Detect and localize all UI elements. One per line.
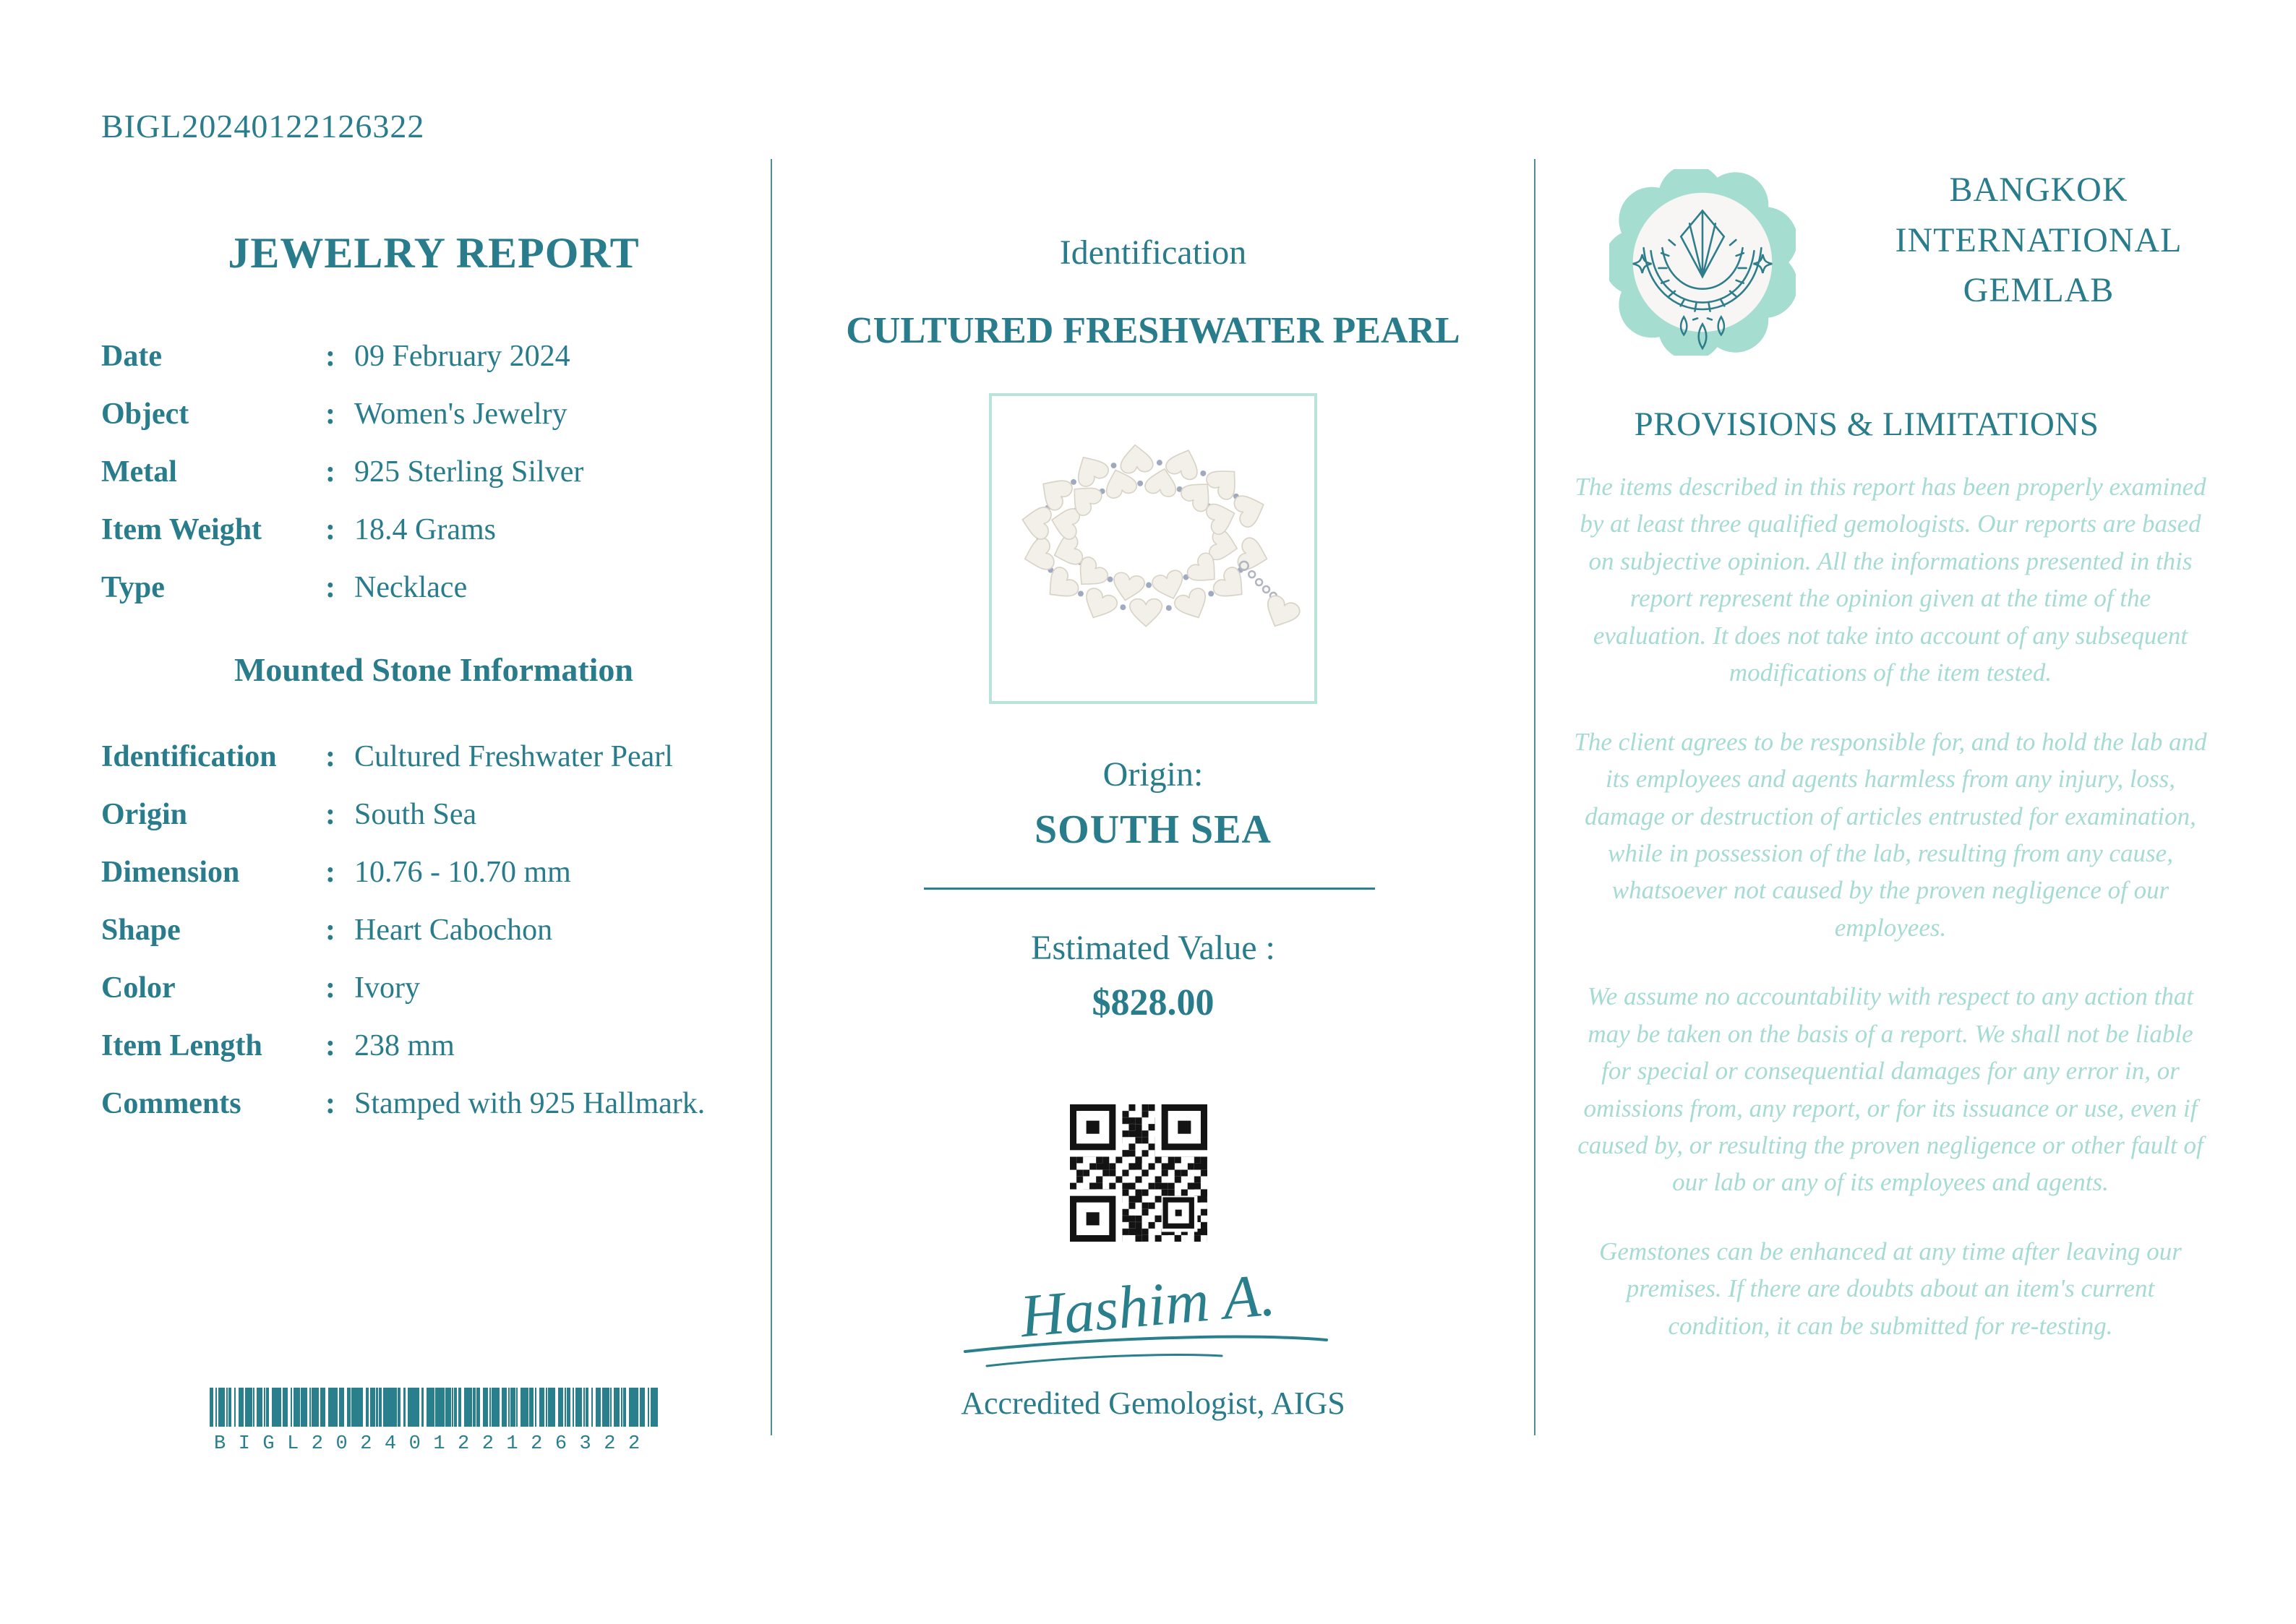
row-value: Cultured Freshwater Pearl xyxy=(354,740,673,773)
row-label: Origin xyxy=(101,798,188,831)
row-value: South Sea xyxy=(354,798,477,831)
identity-value: CULTURED FRESHWATER PEARL xyxy=(846,310,1460,351)
table-row xyxy=(101,1088,766,1119)
organization-name xyxy=(1851,165,2227,316)
column-divider xyxy=(1534,159,1535,1435)
colon: : xyxy=(325,513,335,546)
row-value: Women's Jewelry xyxy=(354,398,567,431)
dangling-heart xyxy=(1260,593,1303,633)
table-row xyxy=(101,799,766,830)
row-label: Item Weight xyxy=(101,513,262,546)
colon: : xyxy=(325,455,335,489)
signature-icon xyxy=(925,1259,1374,1385)
table-row xyxy=(101,572,766,603)
barcode-bars-icon xyxy=(210,1388,658,1427)
provisions-title: PROVISIONS & LIMITATIONS xyxy=(1634,405,2099,443)
report-number: BIGL20240122126322 xyxy=(101,108,425,145)
row-value: 09 February 2024 xyxy=(354,340,570,373)
row-label: Color xyxy=(101,971,176,1005)
row-label: Shape xyxy=(101,914,181,947)
table-row xyxy=(101,742,766,772)
colon: : xyxy=(325,914,335,947)
colon: : xyxy=(325,798,335,831)
row-label: Object xyxy=(101,398,189,431)
barcode-text: BIGL20240122126322 xyxy=(214,1433,653,1455)
stone-details-table xyxy=(101,742,766,1146)
colon: : xyxy=(325,1029,335,1062)
mounted-stone-title: Mounted Stone Information xyxy=(234,651,634,688)
row-value: 925 Sterling Silver xyxy=(354,455,584,489)
row-label: Dimension xyxy=(101,856,240,889)
signature-name: Hashim A. xyxy=(1017,1260,1278,1351)
row-label: Item Length xyxy=(101,1029,262,1062)
barcode xyxy=(210,1388,658,1455)
row-value: Heart Cabochon xyxy=(354,914,553,947)
section-divider xyxy=(924,888,1375,890)
gemologist-signature xyxy=(925,1259,1374,1385)
signer-title: Accredited Gemologist, AIGS xyxy=(961,1385,1345,1421)
heart-pearls-outer xyxy=(1020,444,1272,627)
pearl-necklace-illustration xyxy=(992,396,1314,701)
page-title: JEWELRY REPORT xyxy=(228,229,640,277)
identification-heading: Identification xyxy=(1059,233,1247,272)
origin-value: SOUTH SEA xyxy=(1035,807,1272,852)
table-row xyxy=(101,399,766,429)
colon: : xyxy=(325,740,335,773)
colon: : xyxy=(325,971,335,1005)
provisions-paragraph: Gemstones can be enhanced at any time after leaving our premises. If there are doubts about an item's current condition, it can be submitted for re-testing. xyxy=(1599,1237,2182,1340)
org-line-2: INTERNATIONAL xyxy=(1895,220,2183,259)
table-row xyxy=(101,857,766,888)
row-value: Necklace xyxy=(354,571,468,604)
org-line-3: GEMLAB xyxy=(1963,271,2115,310)
gemlab-logo xyxy=(1609,169,1796,356)
row-value: Ivory xyxy=(354,971,420,1005)
provisions-paragraph: The client agrees to be responsible for, and to hold the lab and its employees and agents harmless from any injury, loss, damage or destruction of articles entrusted for examination, while in possession of the lab, resulting from any cause, whatsoever not caused by the proven negligence of our employees. xyxy=(1574,727,2207,942)
table-row xyxy=(101,341,766,371)
row-label: Identification xyxy=(101,740,277,773)
row-label: Date xyxy=(101,340,162,373)
provisions-paragraph: The items described in this report has been properly examined by at least three qualified gemologists. Our reports are based on subjective opinion. All the informations presented in this report represent the opinion given at the time of the evaluation. It does not take into account of any subsequent modifications of the item tested. xyxy=(1575,473,2206,687)
row-label: Comments xyxy=(101,1087,241,1120)
colon: : xyxy=(325,398,335,431)
origin-label: Origin: xyxy=(1102,755,1204,794)
table-row xyxy=(101,915,766,945)
item-details-table xyxy=(101,341,766,630)
row-value: Stamped with 925 Hallmark. xyxy=(354,1087,706,1120)
colon: : xyxy=(325,340,335,373)
colon: : xyxy=(325,856,335,889)
table-row xyxy=(101,973,766,1003)
row-value: 238 mm xyxy=(354,1029,455,1062)
row-label: Metal xyxy=(101,455,177,489)
column-divider xyxy=(771,159,772,1435)
provisions-text xyxy=(1572,468,2209,1376)
row-label: Type xyxy=(101,571,165,604)
estimated-value: $828.00 xyxy=(1092,982,1215,1023)
table-row xyxy=(101,515,766,545)
gemlab-badge-icon xyxy=(1609,169,1796,356)
row-value: 10.76 - 10.70 mm xyxy=(354,856,571,889)
qr-code xyxy=(1070,1104,1207,1242)
table-row xyxy=(101,457,766,487)
colon: : xyxy=(325,571,335,604)
qr-code-icon xyxy=(1070,1104,1207,1242)
colon: : xyxy=(325,1087,335,1120)
table-row xyxy=(101,1031,766,1061)
provisions-paragraph: We assume no accountability with respect to any action that may be taken on the basis of a report. We shall not be liable for special or consequential damages for any error in, or omissions from, any report, or for its issuance or use, even if caused by, or resulting the proven negligence or other fault of our lab or any of its employees and agents. xyxy=(1577,982,2203,1197)
org-line-1: BANGKOK xyxy=(1949,171,2128,209)
estimated-value-label: Estimated Value : xyxy=(1031,929,1275,967)
item-photo xyxy=(989,393,1317,704)
row-value: 18.4 Grams xyxy=(354,513,496,546)
